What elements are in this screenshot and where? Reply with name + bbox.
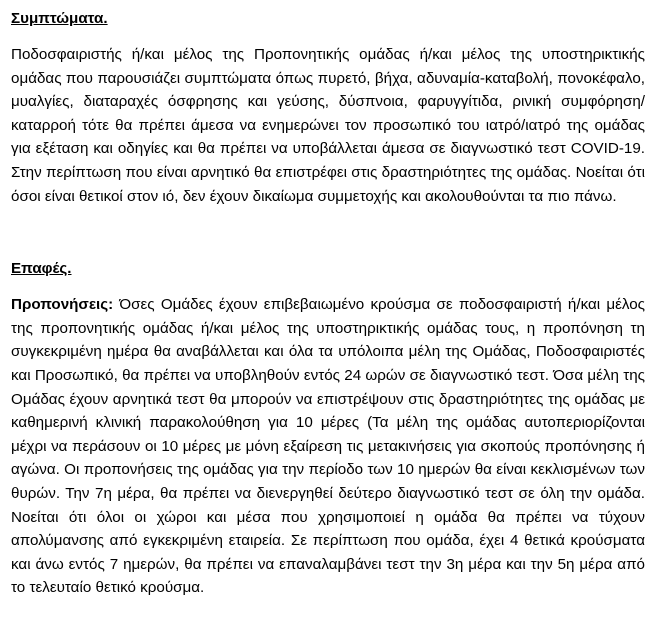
trainings-lead: Προπονήσεις: bbox=[11, 296, 114, 314]
symptoms-paragraph: Ποδοσφαιριστής ή/και μέλος της Προπονητικής ομάδας ή/και μέλος της υποστηρικτικής ομάδας που παρουσιάζει συμπτώματα όπως πυρετό, βήχα, αδυναμία-καταβολή, πονοκέφαλο, μυαλγίες, διαταραχές όσφρησης και γεύσης, δύσπνοια, φαρυγγίτιδα, ρινική συμφόρηση/καταρροή τότε θα πρέπει άμεσα να ενημερώνει τον προσωπικό του ιατρό/ιατρό της ομάδας για εξέταση και οδηγίες και θα πρέπει να υποβάλλεται άμεσα σε διαγνωστικό τεστ COVID-19. Στην περίπτωση που είναι αρνητικό θα επιστρέφει στις δραστηριότητες της ομάδας. Νοείται ότι όσοι είναι θετικοί στον ιό, δεν έχουν δικαίωμα συμμετοχής και ακολουθούνται τα πιο πάνω. bbox=[11, 46, 645, 205]
contacts-paragraph bbox=[11, 293, 645, 600]
section-heading-symptoms: Συμπτώματα. bbox=[11, 10, 108, 27]
document-page bbox=[11, 0, 645, 600]
section-heading-contacts: Επαφές. bbox=[11, 260, 72, 278]
contacts-paragraph-text: Όσες Ομάδες έχουν επιβεβαιωμένο κρούσμα σε ποδοσφαιριστή ή/και μέλος της προπονητικής ομάδας ή/και μέλος της υποστηρικτικής ομάδας τους, η προπόνηση τη συγκεκριμένη ημέρα θα αναβάλλεται και όλα τα υπόλοιπα μέλη της Ομάδας, Ποδοσφαιριστές και Προσωπικό, θα πρέπει να υποβληθούν εντός 24 ωρών σε διαγνωστικό τεστ. Όσα μέλη της Ομάδας έχουν αρνητικά τεστ θα μπορούν να επιστρέψουν στις δραστηριότητες της ομάδας με καθημερινή κλινική παρακολούθηση για 10 μέρες (Τα μέλη της ομάδας αυτοπεριορίζονται μέχρι να περάσουν οι 10 μέρες με μόνη εξαίρεση τις μετακινήσεις για σκοπούς προπόνησης ή αγώνα. Οι προπονήσεις της ομάδας για την περίοδο των 10 ημερών θα είναι κεκλισμένων των θυρών. Την 7η μέρα, θα πρέπει να διενεργηθεί δεύτερο διαγνωστικό τεστ σε όλη την ομάδα. Νοείται ότι όλοι οι χώροι και μέσα που χρησιμοποιεί η ομάδα θα πρέπει να τύχουν απολύμανσης από εγκεκριμένη εταιρεία. Σε περίπτωση που ομάδα, έχει 4 θετικά κρούσματα και άνω εντός 7 ημερών, θα πρέπει να επαναλαμβάνει τεστ την 3η μέρα και την 5η μέρα από το τελευταίο θετικό κρούσμα. bbox=[11, 296, 645, 597]
